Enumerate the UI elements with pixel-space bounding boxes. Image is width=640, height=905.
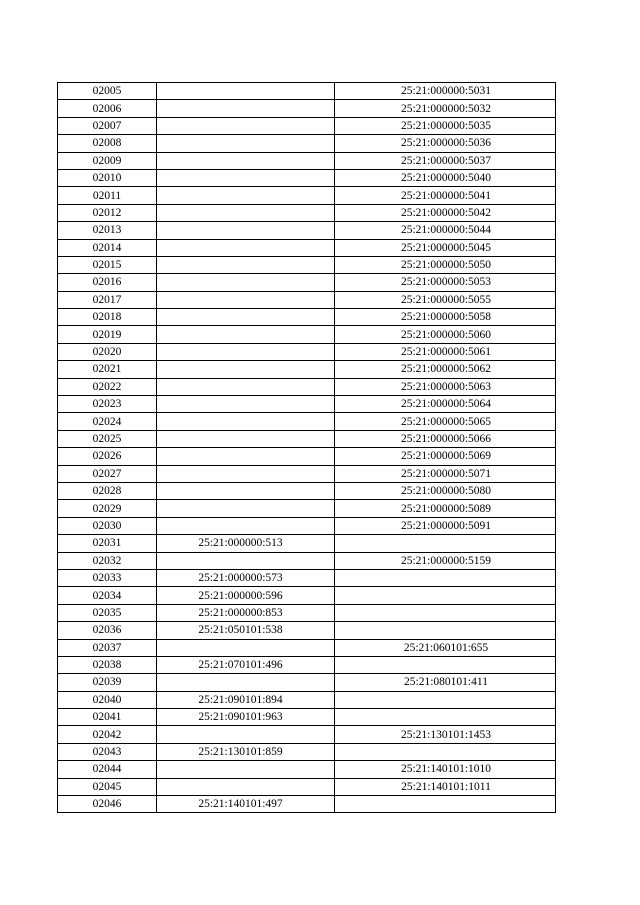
- cadastral-number-col2-cell: [157, 169, 335, 186]
- cadastral-number-col3-cell: 25:21:000000:5055: [335, 291, 556, 308]
- cadastral-number-col3-cell: [335, 691, 556, 708]
- row-number-cell: 02046: [58, 796, 157, 813]
- cadastral-number-col2-cell: [157, 274, 335, 291]
- row-number-cell: 02019: [58, 326, 157, 343]
- cadastral-number-col3-cell: 25:21:000000:5053: [335, 274, 556, 291]
- row-number-cell: 02021: [58, 361, 157, 378]
- cadastral-number-col3-cell: [335, 587, 556, 604]
- cadastral-number-col3-cell: [335, 656, 556, 673]
- row-number-cell: 02040: [58, 691, 157, 708]
- register-table-body: [58, 83, 556, 813]
- cadastral-number-col3-cell: [335, 796, 556, 813]
- cadastral-number-col3-cell: 25:21:000000:5031: [335, 83, 556, 100]
- cadastral-number-col3-cell: 25:21:000000:5042: [335, 204, 556, 221]
- table-row: [58, 343, 556, 360]
- table-row: [58, 796, 556, 813]
- cadastral-number-col3-cell: [335, 604, 556, 621]
- cadastral-number-col3-cell: 25:21:000000:5037: [335, 152, 556, 169]
- cadastral-number-col2-cell: [157, 726, 335, 743]
- cadastral-number-col3-cell: 25:21:000000:5058: [335, 309, 556, 326]
- table-row: [58, 309, 556, 326]
- cadastral-number-col3-cell: 25:21:130101:1453: [335, 726, 556, 743]
- cadastral-number-col2-cell: [157, 500, 335, 517]
- row-number-cell: 02037: [58, 639, 157, 656]
- cadastral-number-col2-cell: 25:21:000000:596: [157, 587, 335, 604]
- table-row: [58, 726, 556, 743]
- table-row: [58, 430, 556, 447]
- cadastral-number-col2-cell: 25:21:000000:573: [157, 569, 335, 586]
- table-row: [58, 569, 556, 586]
- table-row: [58, 413, 556, 430]
- row-number-cell: 02014: [58, 239, 157, 256]
- cadastral-number-col2-cell: [157, 222, 335, 239]
- table-row: [58, 396, 556, 413]
- row-number-cell: 02030: [58, 517, 157, 534]
- table-row: [58, 274, 556, 291]
- cadastral-number-col3-cell: 25:21:000000:5066: [335, 430, 556, 447]
- row-number-cell: 02033: [58, 569, 157, 586]
- table-row: [58, 378, 556, 395]
- table-row: [58, 135, 556, 152]
- table-row: [58, 778, 556, 795]
- cadastral-number-col3-cell: 25:21:000000:5041: [335, 187, 556, 204]
- cadastral-number-col2-cell: [157, 552, 335, 569]
- cadastral-number-col2-cell: [157, 761, 335, 778]
- row-number-cell: 02007: [58, 117, 157, 134]
- table-row: [58, 448, 556, 465]
- row-number-cell: 02012: [58, 204, 157, 221]
- table-row: [58, 117, 556, 134]
- cadastral-number-col3-cell: 25:21:000000:5065: [335, 413, 556, 430]
- table-row: [58, 482, 556, 499]
- table-row: [58, 743, 556, 760]
- cadastral-number-col3-cell: [335, 569, 556, 586]
- cadastral-number-col2-cell: [157, 639, 335, 656]
- cadastral-number-col3-cell: 25:21:080101:411: [335, 674, 556, 691]
- cadastral-number-col3-cell: 25:21:000000:5080: [335, 482, 556, 499]
- cadastral-number-col3-cell: 25:21:060101:655: [335, 639, 556, 656]
- row-number-cell: 02008: [58, 135, 157, 152]
- row-number-cell: 02011: [58, 187, 157, 204]
- row-number-cell: 02035: [58, 604, 157, 621]
- cadastral-number-col3-cell: 25:21:000000:5089: [335, 500, 556, 517]
- row-number-cell: 02029: [58, 500, 157, 517]
- cadastral-number-col2-cell: [157, 83, 335, 100]
- table-row: [58, 517, 556, 534]
- cadastral-number-col2-cell: 25:21:050101:538: [157, 622, 335, 639]
- cadastral-number-col3-cell: 25:21:000000:5060: [335, 326, 556, 343]
- row-number-cell: 02036: [58, 622, 157, 639]
- cadastral-number-col3-cell: 25:21:140101:1010: [335, 761, 556, 778]
- cadastral-number-col2-cell: [157, 778, 335, 795]
- cadastral-number-col3-cell: [335, 743, 556, 760]
- cadastral-number-col3-cell: 25:21:140101:1011: [335, 778, 556, 795]
- row-number-cell: 02043: [58, 743, 157, 760]
- table-row: [58, 256, 556, 273]
- cadastral-number-col2-cell: [157, 430, 335, 447]
- table-row: [58, 604, 556, 621]
- row-number-cell: 02042: [58, 726, 157, 743]
- cadastral-number-col2-cell: [157, 448, 335, 465]
- cadastral-number-col2-cell: [157, 117, 335, 134]
- cadastral-number-col3-cell: 25:21:000000:5061: [335, 343, 556, 360]
- table-row: [58, 552, 556, 569]
- table-row: [58, 709, 556, 726]
- cadastral-number-col2-cell: [157, 517, 335, 534]
- table-row: [58, 674, 556, 691]
- row-number-cell: 02018: [58, 309, 157, 326]
- cadastral-number-col2-cell: [157, 204, 335, 221]
- table-row: [58, 656, 556, 673]
- cadastral-number-col2-cell: [157, 343, 335, 360]
- cadastral-number-col3-cell: [335, 622, 556, 639]
- row-number-cell: 02027: [58, 465, 157, 482]
- row-number-cell: 02038: [58, 656, 157, 673]
- cadastral-number-col2-cell: 25:21:130101:859: [157, 743, 335, 760]
- table-row: [58, 587, 556, 604]
- row-number-cell: 02010: [58, 169, 157, 186]
- table-row: [58, 639, 556, 656]
- cadastral-number-col3-cell: 25:21:000000:5036: [335, 135, 556, 152]
- row-number-cell: 02041: [58, 709, 157, 726]
- row-number-cell: 02031: [58, 535, 157, 552]
- cadastral-number-col2-cell: [157, 396, 335, 413]
- row-number-cell: 02044: [58, 761, 157, 778]
- row-number-cell: 02032: [58, 552, 157, 569]
- cadastral-number-col2-cell: 25:21:000000:853: [157, 604, 335, 621]
- cadastral-number-col2-cell: 25:21:090101:894: [157, 691, 335, 708]
- register-table: [57, 82, 556, 813]
- cadastral-number-col3-cell: 25:21:000000:5045: [335, 239, 556, 256]
- cadastral-number-col3-cell: [335, 535, 556, 552]
- cadastral-number-col2-cell: [157, 378, 335, 395]
- table-row: [58, 361, 556, 378]
- row-number-cell: 02013: [58, 222, 157, 239]
- cadastral-number-col3-cell: 25:21:000000:5071: [335, 465, 556, 482]
- row-number-cell: 02022: [58, 378, 157, 395]
- cadastral-number-col3-cell: [335, 709, 556, 726]
- table-row: [58, 204, 556, 221]
- cadastral-number-col2-cell: [157, 482, 335, 499]
- row-number-cell: 02016: [58, 274, 157, 291]
- cadastral-number-col2-cell: [157, 361, 335, 378]
- cadastral-number-col2-cell: [157, 135, 335, 152]
- row-number-cell: 02005: [58, 83, 157, 100]
- row-number-cell: 02026: [58, 448, 157, 465]
- cadastral-number-col2-cell: [157, 413, 335, 430]
- cadastral-number-col3-cell: 25:21:000000:5044: [335, 222, 556, 239]
- row-number-cell: 02006: [58, 100, 157, 117]
- table-row: [58, 222, 556, 239]
- cadastral-number-col2-cell: [157, 152, 335, 169]
- row-number-cell: 02024: [58, 413, 157, 430]
- cadastral-number-col2-cell: [157, 187, 335, 204]
- cadastral-number-col2-cell: 25:21:070101:496: [157, 656, 335, 673]
- table-row: [58, 326, 556, 343]
- table-row: [58, 169, 556, 186]
- cadastral-number-col3-cell: 25:21:000000:5050: [335, 256, 556, 273]
- row-number-cell: 02020: [58, 343, 157, 360]
- cadastral-number-col3-cell: 25:21:000000:5063: [335, 378, 556, 395]
- table-row: [58, 187, 556, 204]
- cadastral-number-col3-cell: 25:21:000000:5062: [335, 361, 556, 378]
- table-row: [58, 500, 556, 517]
- cadastral-number-col2-cell: [157, 309, 335, 326]
- row-number-cell: 02017: [58, 291, 157, 308]
- cadastral-number-col2-cell: 25:21:000000:513: [157, 535, 335, 552]
- cadastral-number-col3-cell: 25:21:000000:5069: [335, 448, 556, 465]
- table-row: [58, 691, 556, 708]
- cadastral-number-col2-cell: [157, 291, 335, 308]
- cadastral-number-col3-cell: 25:21:000000:5159: [335, 552, 556, 569]
- cadastral-number-col2-cell: [157, 465, 335, 482]
- table-row: [58, 152, 556, 169]
- table-row: [58, 83, 556, 100]
- cadastral-number-col2-cell: [157, 674, 335, 691]
- cadastral-number-col2-cell: 25:21:090101:963: [157, 709, 335, 726]
- cadastral-number-col3-cell: 25:21:000000:5091: [335, 517, 556, 534]
- table-row: [58, 100, 556, 117]
- cadastral-number-col2-cell: [157, 326, 335, 343]
- cadastral-number-col3-cell: 25:21:000000:5040: [335, 169, 556, 186]
- cadastral-number-col2-cell: 25:21:140101:497: [157, 796, 335, 813]
- cadastral-number-col3-cell: 25:21:000000:5032: [335, 100, 556, 117]
- cadastral-number-col2-cell: [157, 100, 335, 117]
- row-number-cell: 02023: [58, 396, 157, 413]
- cadastral-number-col2-cell: [157, 239, 335, 256]
- cadastral-number-col2-cell: [157, 256, 335, 273]
- row-number-cell: 02028: [58, 482, 157, 499]
- table-row: [58, 622, 556, 639]
- row-number-cell: 02045: [58, 778, 157, 795]
- table-row: [58, 465, 556, 482]
- cadastral-number-col3-cell: 25:21:000000:5064: [335, 396, 556, 413]
- row-number-cell: 02034: [58, 587, 157, 604]
- row-number-cell: 02039: [58, 674, 157, 691]
- cadastral-number-col3-cell: 25:21:000000:5035: [335, 117, 556, 134]
- row-number-cell: 02009: [58, 152, 157, 169]
- table-row: [58, 535, 556, 552]
- row-number-cell: 02015: [58, 256, 157, 273]
- table-row: [58, 761, 556, 778]
- row-number-cell: 02025: [58, 430, 157, 447]
- table-row: [58, 239, 556, 256]
- table-row: [58, 291, 556, 308]
